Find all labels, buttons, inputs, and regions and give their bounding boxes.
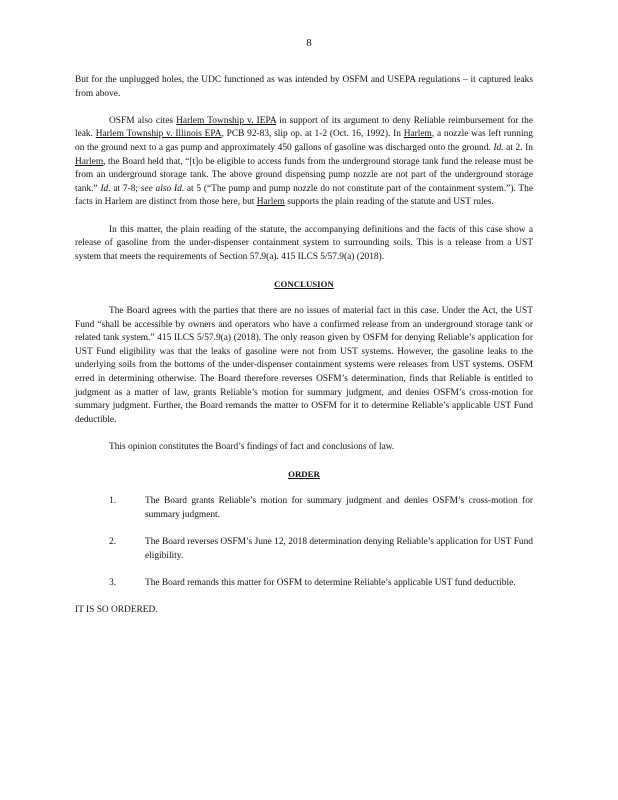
text-segment: in support of its argument to deny Reliable reimbursement for the leak. xyxy=(75,115,533,140)
order-item-number: 2. xyxy=(109,537,117,548)
id-citation: Id. xyxy=(493,142,504,153)
order-heading: ORDER xyxy=(288,469,320,480)
order-item-text: The Board grants Reliable’s motion for summary judgment and denies OSFM’s cross-motion for summary judgment. xyxy=(145,496,533,520)
order-item-number: 3. xyxy=(109,577,117,588)
closing-statement: IT IS SO ORDERED. xyxy=(75,605,158,616)
text-segment: . at 5 (“The pump and pump nozzle do not constitute part of the containment system.”). The facts in Harlem are distinct from those here, but xyxy=(75,183,533,208)
case-citation: Harlem Township v. Illinois EPA xyxy=(95,129,222,140)
order-item xyxy=(75,536,533,563)
id-citation: Id. xyxy=(100,183,111,194)
document-body xyxy=(75,74,533,631)
paragraph-conclusion: The Board agrees with the parties that there are no issues of material fact in this case. Under the Act, the UST Fund “shall be accessible by owners and operators who have a confirmed release from an underground storage tank or related tank system.” 415 ILCS 5/57.9(a) (2018). The only reason given by OSFM for denying Reliable’s application for UST Fund eligibility was that the leaks of gasoline were not from UST systems. However, the gasoline leaks to the underlying soils from the bottoms of the under-dispenser containment systems were releases from UST systems. OSFM erred in determining otherwise. The Board therefore reverses OSFM’s determination, finds that Reliable is entitled to judgment as a matter of law, grants Reliable’s motion for summary judgment, and denies OSFM’s cross-motion for summary judgment. Further, the Board remands the matter to OSFM for it to determine Reliable’s applicable UST Fund deductible. xyxy=(75,306,533,425)
paragraph-unplugged-holes: But for the unplugged holes, the UDC functioned as was intended by OSFM and USEPA regulations – it captured leaks from above. xyxy=(75,75,533,99)
text-segment: OSFM also cites xyxy=(109,115,177,126)
order-list xyxy=(75,495,533,590)
page-number: 8 xyxy=(306,37,312,49)
text-segment: , the Board held that, “[t]o be eligible to access funds from the underground storage tank fund the release must be from an underground storage tank. The above ground dispensing pump nozzle are not part of the underground storage tank.” xyxy=(75,156,533,194)
paragraph-findings: This opinion constitutes the Board’s findings of fact and conclusions of law. xyxy=(109,442,395,453)
text-segment: , PCB 92-83, slip op. at 1-2 (Oct. 16, 1992). In xyxy=(221,129,404,140)
case-citation: Harlem xyxy=(75,156,104,167)
case-citation: Harlem xyxy=(403,129,432,140)
see-also-citation: see also Id xyxy=(140,183,182,194)
text-segment: at 2. In xyxy=(503,142,533,153)
order-item xyxy=(75,495,533,522)
text-segment: at 7-8; xyxy=(110,183,141,194)
case-citation: Harlem Township v. IEPA xyxy=(176,115,277,126)
paragraph-plain-reading: In this matter, the plain reading of the statute, the accompanying definitions and the facts of this case show a release of gasoline from the under-dispenser containment system to surrounding soils. This is a release from a UST system that meets the requirements of Section 57.9(a). 415 ILCS 5/57.9(a) (2018). xyxy=(75,224,533,262)
text-segment: , a nozzle was left running on the ground next to a gas pump and approximately 450 gallons of gasoline was discharged onto the ground. xyxy=(75,129,533,153)
paragraph-harlem xyxy=(75,115,533,210)
order-item-text: The Board reverses OSFM’s June 12, 2018 determination denying Reliable’s application for UST Fund eligibility. xyxy=(145,537,533,561)
order-item-text: The Board remands this matter for OSFM to determine Reliable’s applicable UST fund deductible. xyxy=(145,577,516,588)
order-item xyxy=(75,577,533,591)
case-citation: Harlem xyxy=(256,197,285,208)
conclusion-heading: CONCLUSION xyxy=(274,278,334,289)
order-item-number: 1. xyxy=(109,496,117,507)
text-segment: supports the plain reading of the statute and UST rules. xyxy=(284,197,494,208)
